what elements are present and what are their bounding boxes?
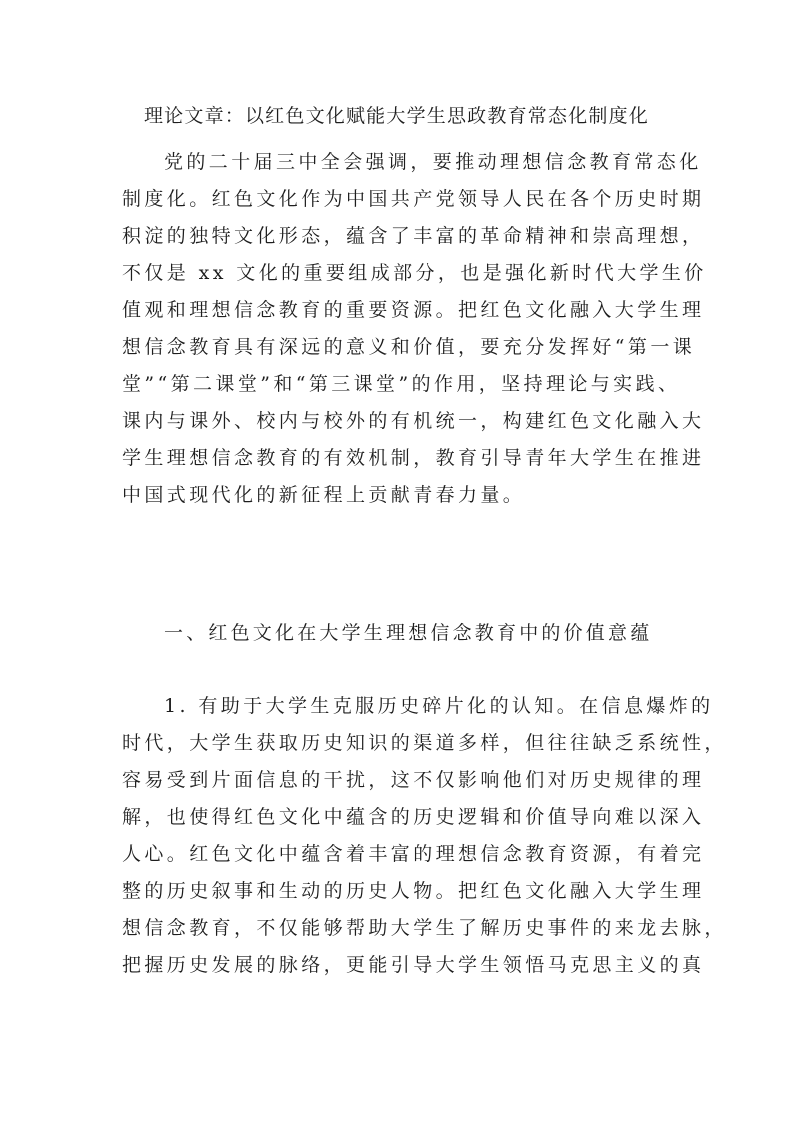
paragraph-line: 容易受到片面信息的干扰，这不仅影响他们对历史规律的理 <box>122 769 705 791</box>
paragraph-line: 中国式现代化的新征程上贡献青春力量。 <box>122 484 526 506</box>
paragraph-line: 想信念教育具有深远的意义和价值，要充分发挥好“第一课 <box>122 336 696 358</box>
paragraph-line: 课内与课外、校内与校外的有机统一，构建红色文化融入大 <box>122 410 705 432</box>
paragraph-line: 整的历史叙事和生动的历史人物。把红色文化融入大学生理 <box>122 880 705 902</box>
paragraph-line: 值观和理想信念教育的重要资源。把红色文化融入大学生理 <box>122 299 705 321</box>
paragraph-line: 不仅是 xx 文化的重要组成部分，也是强化新时代大学生价 <box>122 262 707 284</box>
point-1-paragraph <box>122 688 727 984</box>
paragraph-line: 学生理想信念教育的有效机制，教育引导青年大学生在推进 <box>122 447 705 469</box>
paragraph-line: 积淀的独特文化形态，蕴含了丰富的革命精神和崇高理想， <box>122 225 705 247</box>
intro-paragraph <box>122 144 707 514</box>
paragraph-line: 1. 有助于大学生克服历史碎片化的认知。在信息爆炸的 <box>164 695 714 717</box>
paragraph-line: 党的二十届三中全会强调，要推动理想信念教育常态化 <box>164 151 702 173</box>
paragraph-line: 想信念教育，不仅能够帮助大学生了解历史事件的来龙去脉， <box>122 917 727 939</box>
paragraph-line: 把握历史发展的脉络，更能引导大学生领悟马克思主义的真 <box>122 954 705 976</box>
paragraph-line: 制度化。红色文化作为中国共产党领导人民在各个历史时期 <box>122 188 705 210</box>
paragraph-line: 人心。红色文化中蕴含着丰富的理想信念教育资源，有着完 <box>122 843 705 865</box>
paragraph-line: 时代，大学生获取历史知识的渠道多样，但往往缺乏系统性， <box>122 732 727 754</box>
paragraph-line: 堂”“第二课堂”和“第三课堂”的作用，坚持理论与实践、 <box>122 373 681 395</box>
section-heading: 一、红色文化在大学生理想信念教育中的价值意蕴 <box>164 622 653 644</box>
document-title: 理论文章：以红色文化赋能大学生思政教育常态化制度化 <box>143 105 649 127</box>
paragraph-line: 解，也使得红色文化中蕴含的历史逻辑和价值导向难以深入 <box>122 806 705 828</box>
